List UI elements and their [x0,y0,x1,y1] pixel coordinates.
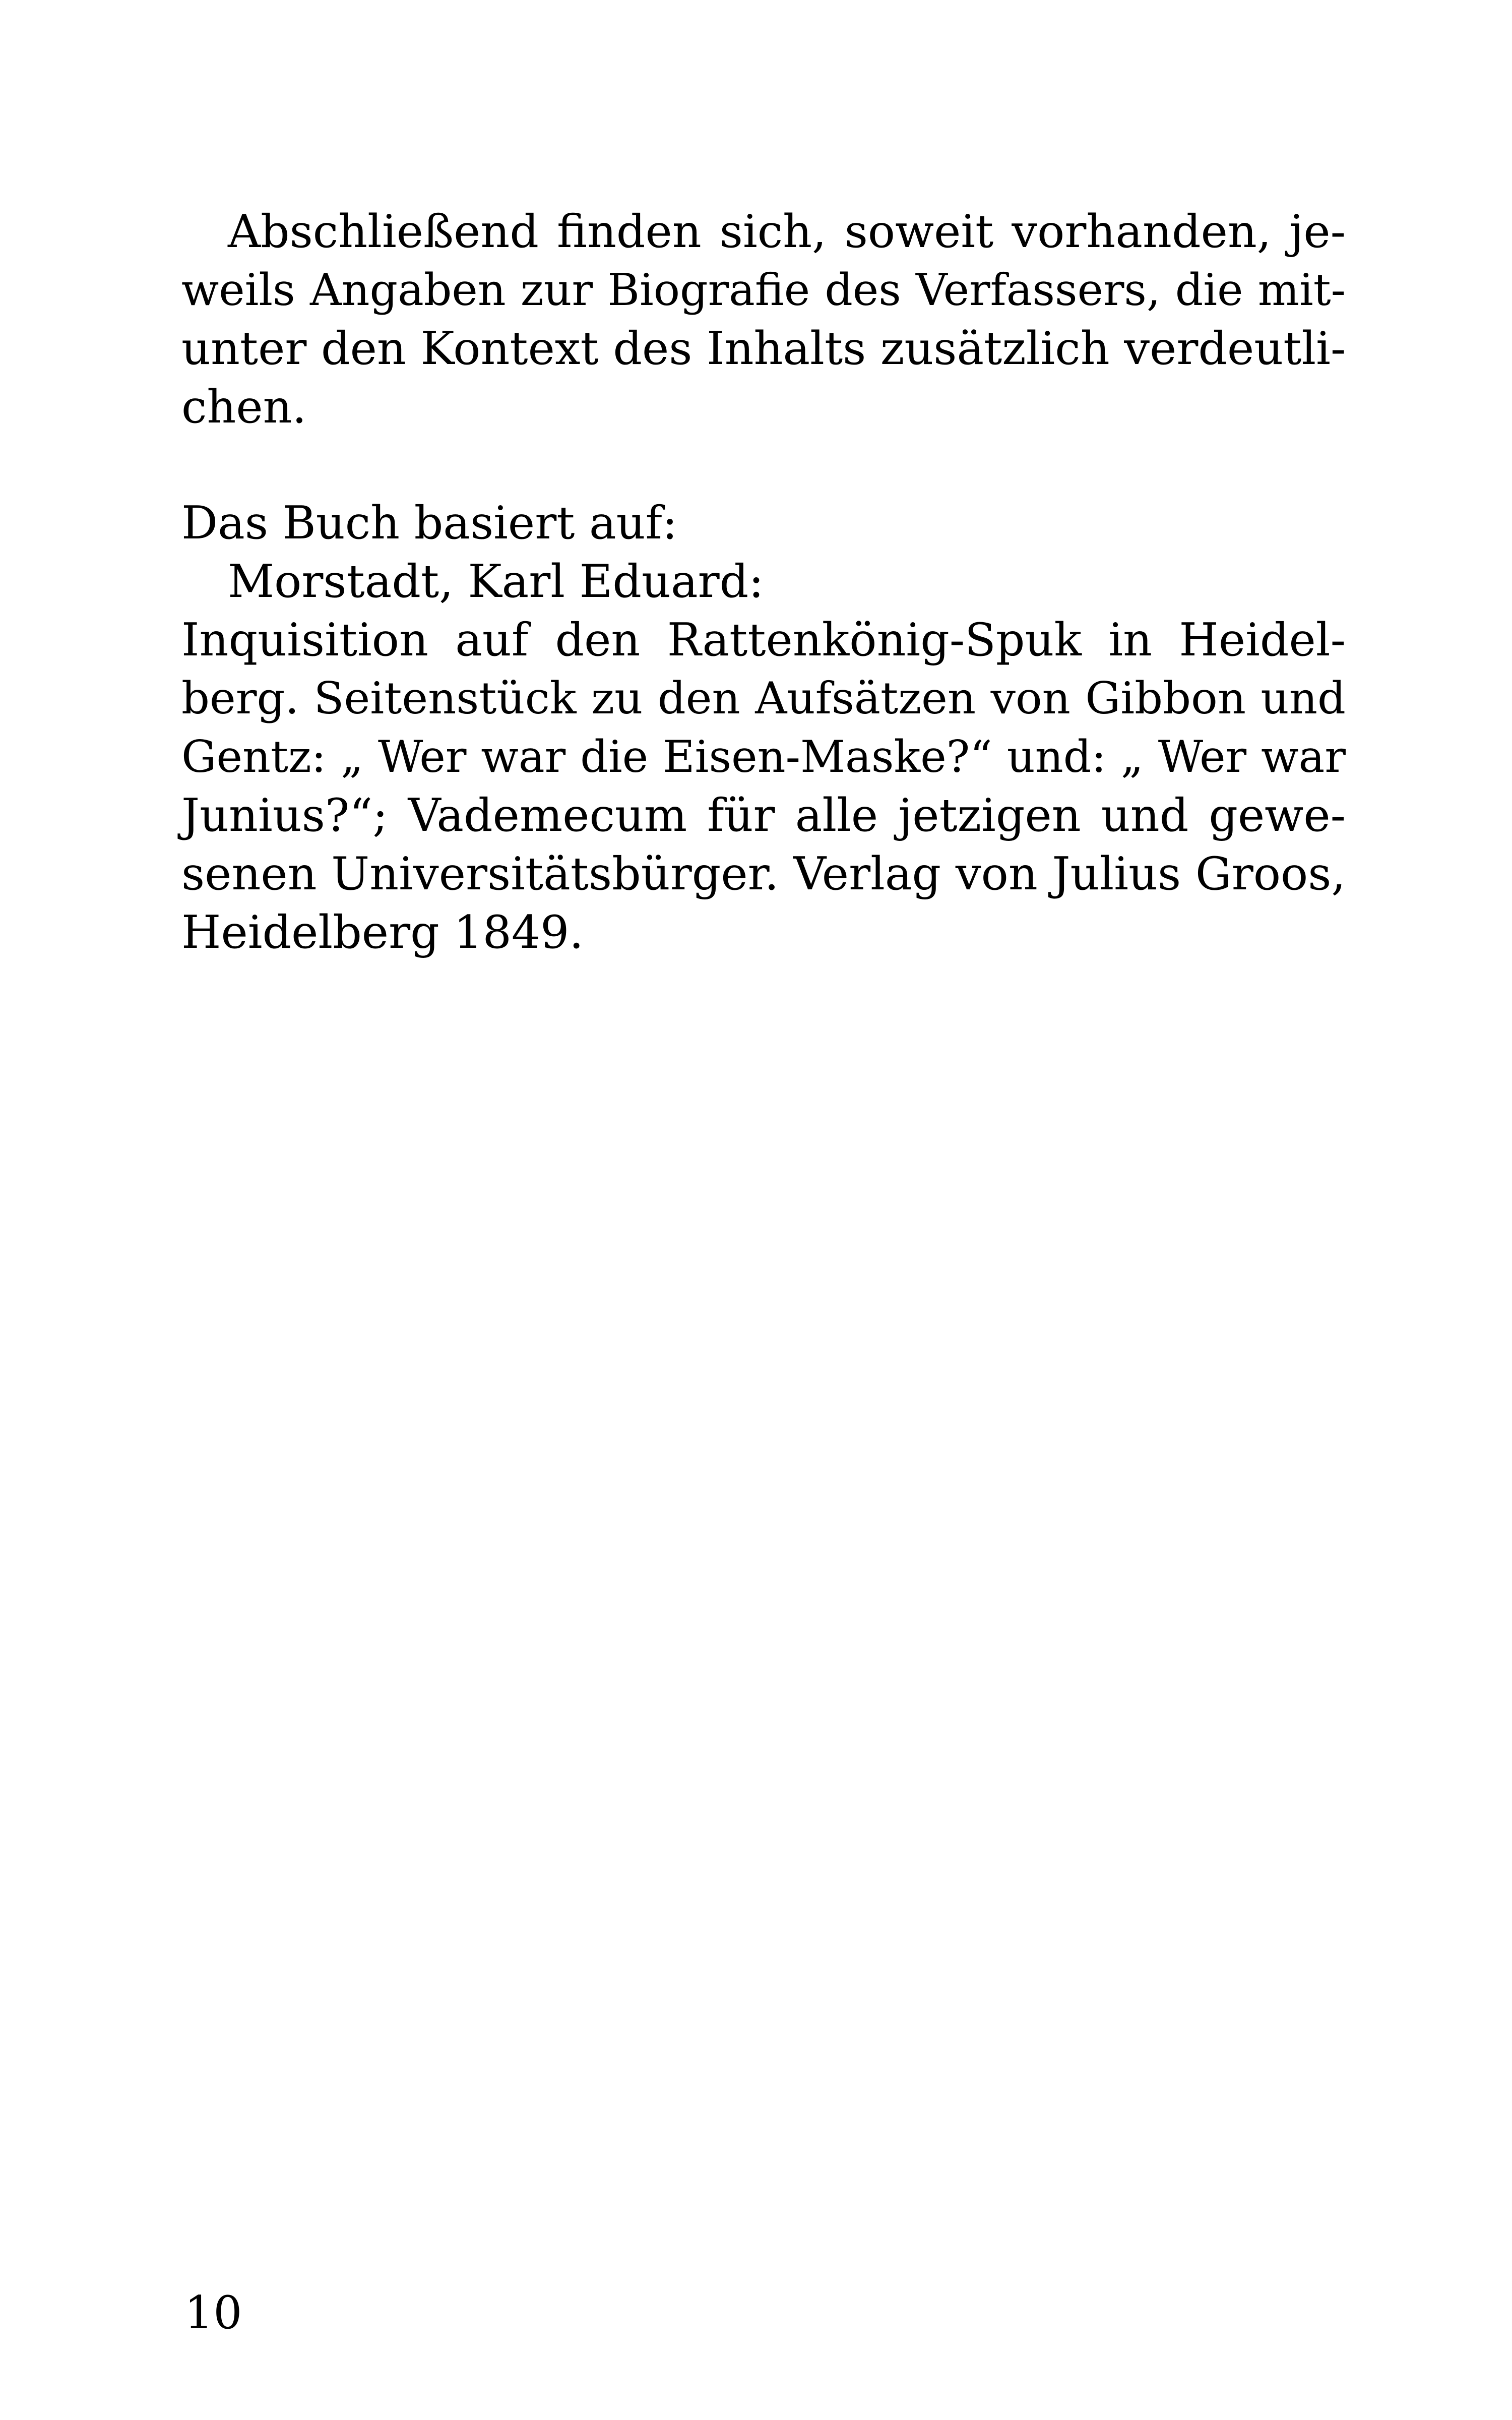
paragraph-line: Abschließend finden sich, soweit vorhanden, je- [228,205,1346,258]
source-title-line: Heidelberg 1849. [181,906,584,959]
source-title-line: Inquisition auf den Rattenkönig-Spuk in Heidel- [181,614,1346,667]
source-title-line: Junius?“; Vademecum für alle jetzigen und gewe- [181,789,1346,842]
page-number: 10 [184,2286,242,2339]
paragraph-line: weils Angaben zur Biografie des Verfassers, die mit- [181,265,1346,316]
source-author: Morstadt, Karl Eduard: [228,555,764,608]
source-title-line: berg. Seitenstück zu den Aufsätzen von Gibbon und [181,673,1346,724]
source-intro: Das Buch basiert auf: [181,497,678,550]
source-title-line: senen Universitätsbürger. Verlag von Julius Groos, [181,848,1346,900]
paragraph-line: unter den Kontext des Inhalts zusätzlich verdeutli- [181,322,1346,375]
source-title-line: Gentz: „ Wer war die Eisen-Maske?“ und: „ Wer war [181,731,1346,782]
paragraph-line: chen. [181,381,307,434]
